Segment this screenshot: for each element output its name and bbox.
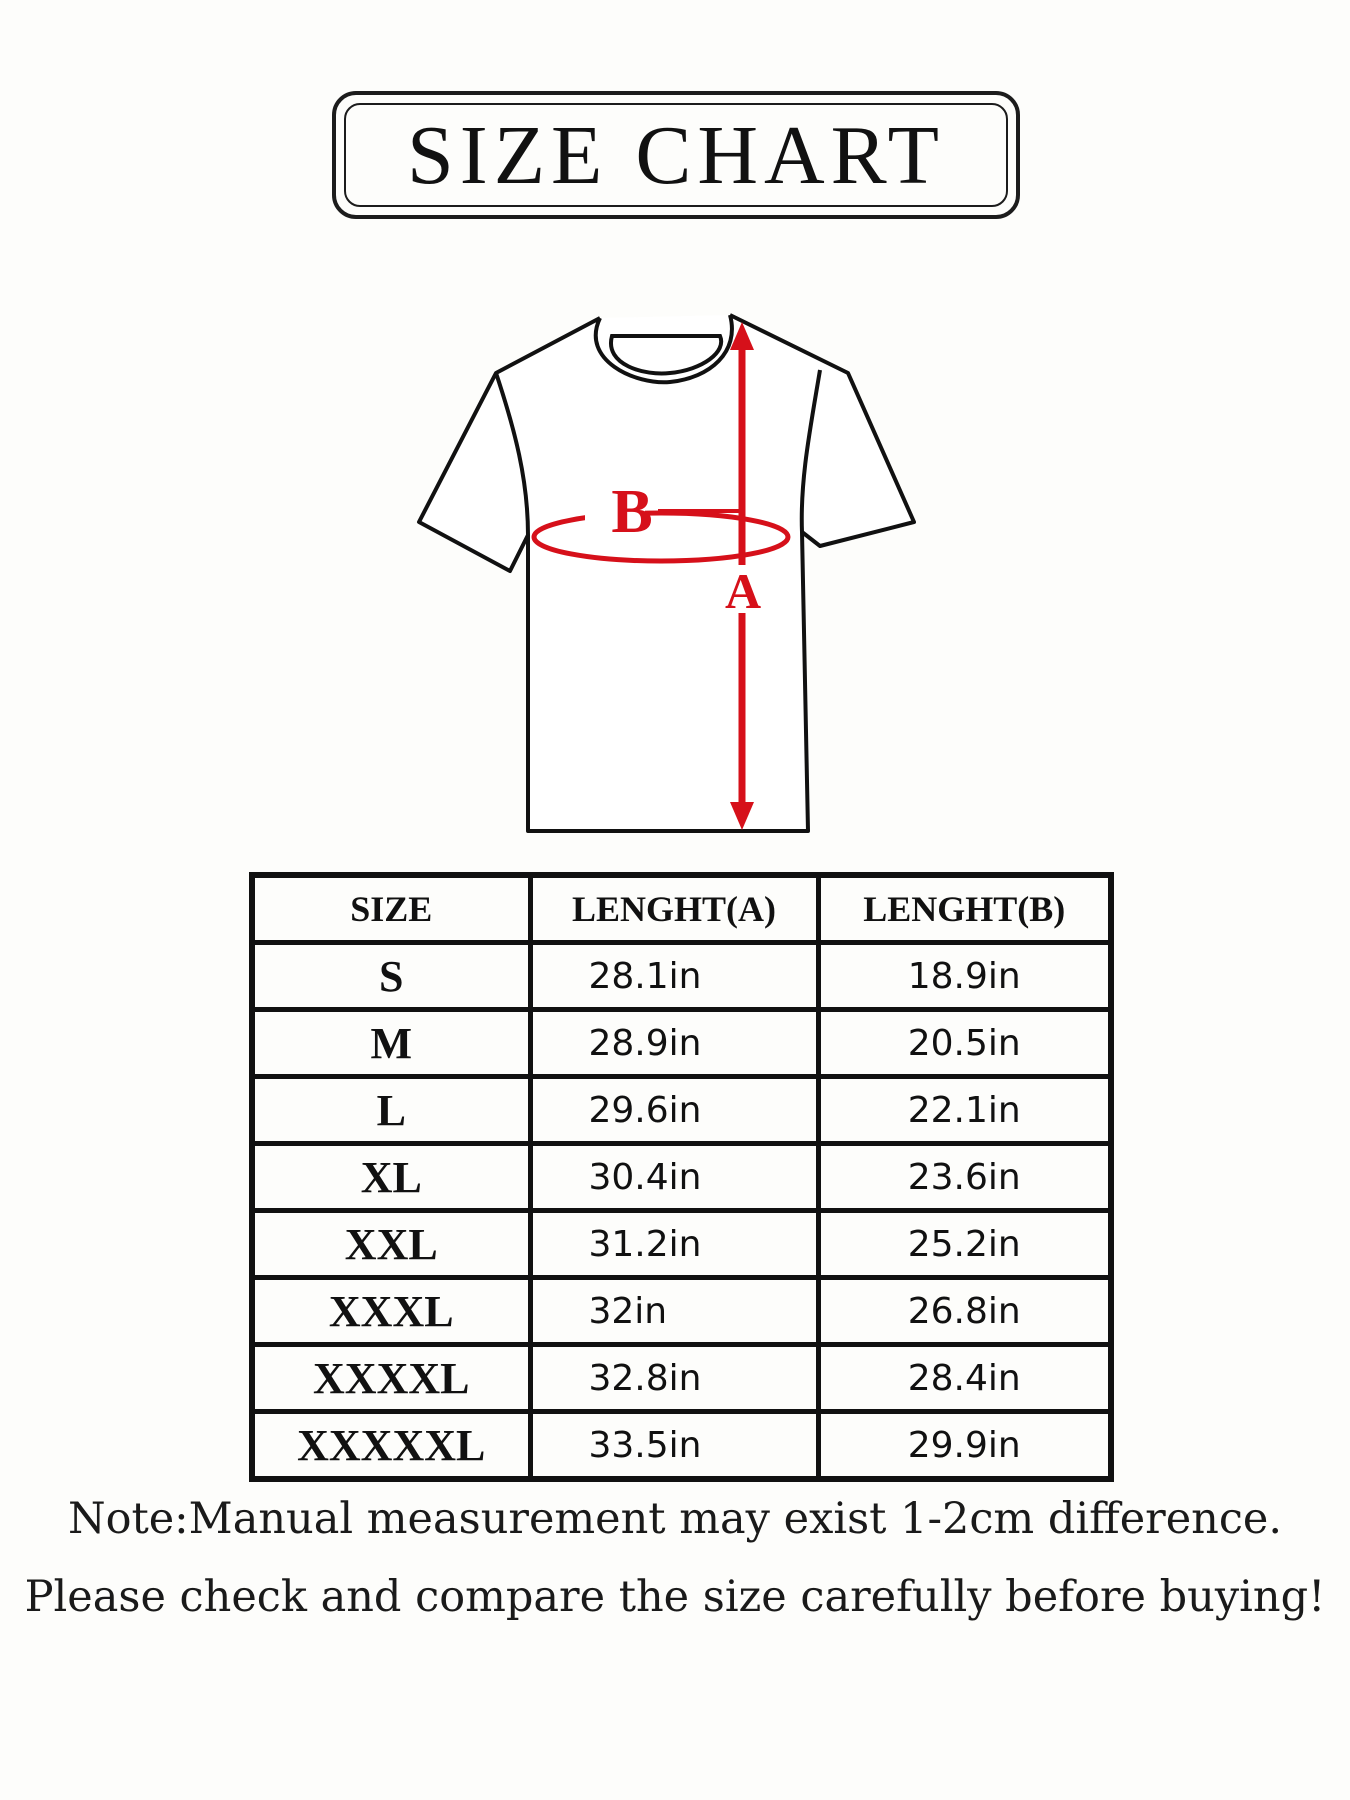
length-a-cell: 29.6in (530, 1077, 818, 1144)
length-b-cell: 22.1in (818, 1077, 1111, 1144)
length-b-cell: 20.5in (818, 1010, 1111, 1077)
length-b-cell: 18.9in (818, 943, 1111, 1010)
note-line-2: Please check and compare the size carefully before buying! (24, 1572, 1326, 1622)
length-a-cell: 31.2in (530, 1211, 818, 1278)
table-row (252, 943, 1111, 1010)
header-size: SIZE (252, 875, 530, 943)
length-b-cell: 25.2in (818, 1211, 1111, 1278)
length-a-cell: 32.8in (530, 1345, 818, 1412)
label-a: A (724, 563, 762, 619)
length-a-cell: 30.4in (530, 1144, 818, 1211)
length-b-cell: 28.4in (818, 1345, 1111, 1412)
table-row (252, 1345, 1111, 1412)
note-line-1: Note:Manual measurement may exist 1-2cm difference. (67, 1494, 1283, 1544)
length-b-cell: 29.9in (818, 1412, 1111, 1480)
table-row (252, 1077, 1111, 1144)
page-title: SIZE CHART (407, 108, 945, 202)
length-a-cell: 28.9in (530, 1010, 818, 1077)
size-cell: XL (252, 1144, 530, 1211)
header-length-b: LENGHT(B) (818, 875, 1111, 943)
size-cell: M (252, 1010, 530, 1077)
table-header-row (252, 875, 1111, 943)
table-row (252, 1010, 1111, 1077)
table-row (252, 1211, 1111, 1278)
size-cell: XXXXXL (252, 1412, 530, 1480)
size-table (249, 872, 1114, 1482)
size-cell: XXXL (252, 1278, 530, 1345)
length-a-cell: 32in (530, 1278, 818, 1345)
length-b-cell: 23.6in (818, 1144, 1111, 1211)
header-length-a: LENGHT(A) (530, 875, 818, 943)
table-row (252, 1144, 1111, 1211)
length-a-cell: 33.5in (530, 1412, 818, 1480)
length-a-cell: 28.1in (530, 943, 818, 1010)
size-cell: XXL (252, 1211, 530, 1278)
length-b-cell: 26.8in (818, 1278, 1111, 1345)
size-cell: XXXXL (252, 1345, 530, 1412)
table-row (252, 1278, 1111, 1345)
size-cell: L (252, 1077, 530, 1144)
table-row (252, 1412, 1111, 1480)
label-b: B (611, 478, 653, 546)
tshirt-outline (419, 315, 914, 831)
tshirt-diagram (0, 0, 1350, 860)
size-cell: S (252, 943, 530, 1010)
